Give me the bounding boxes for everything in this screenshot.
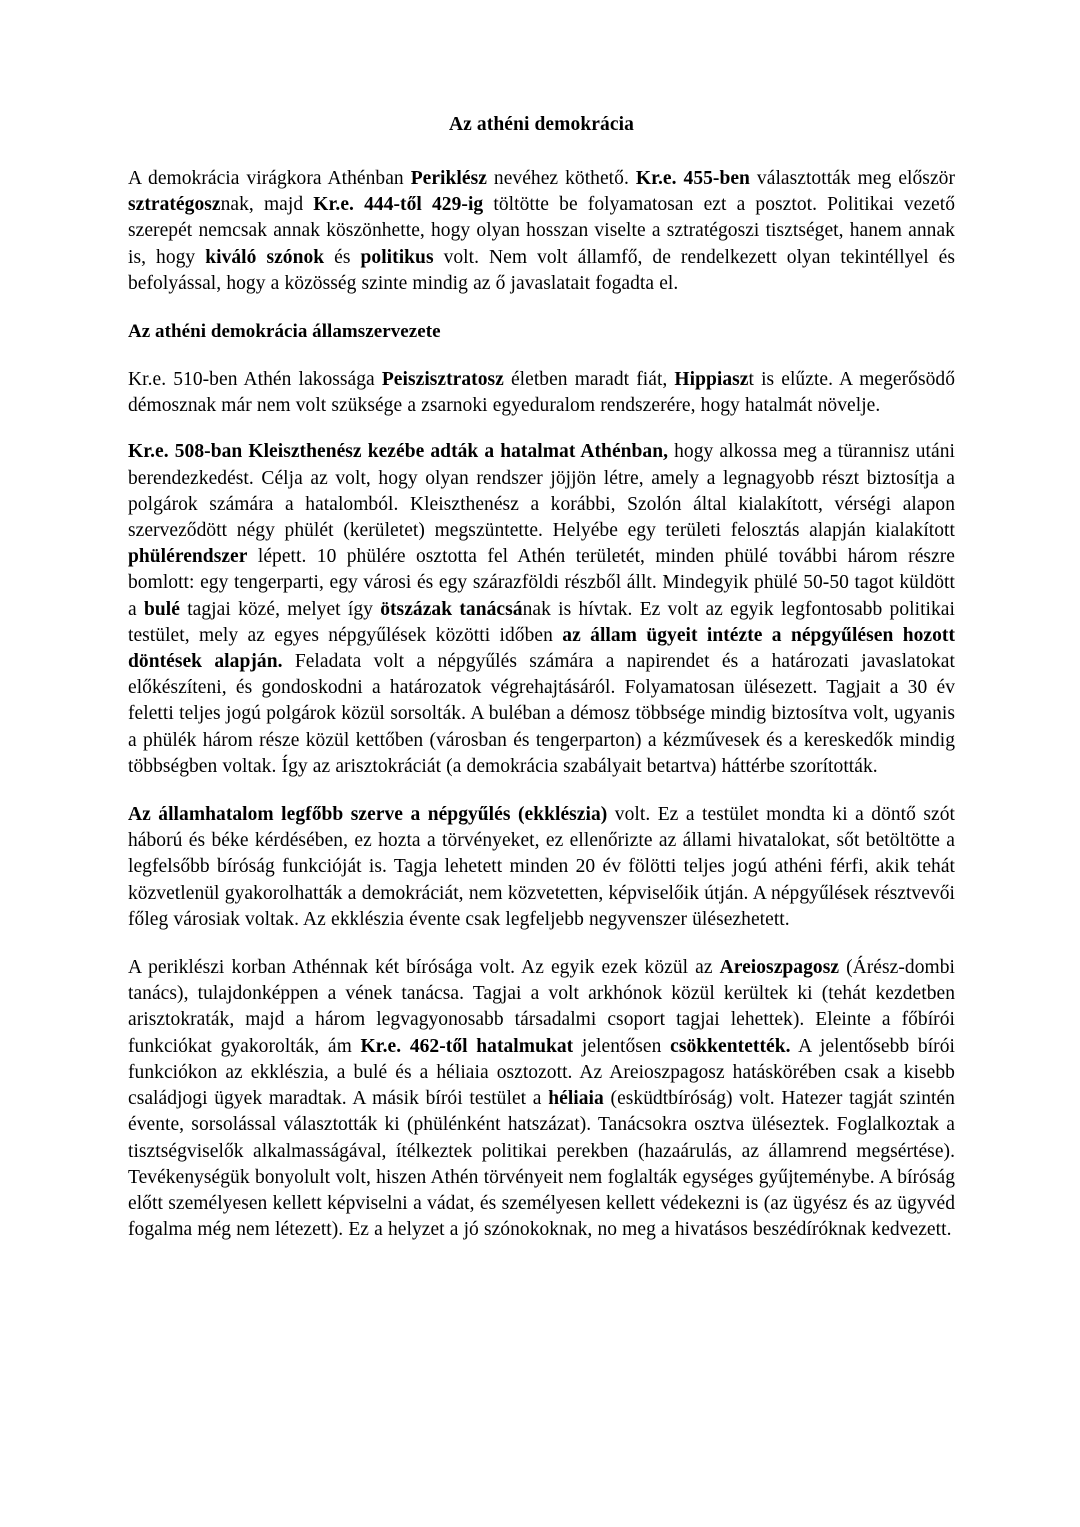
text-run: életben maradt fiát,: [503, 369, 675, 391]
emphasis-run: Kr.e. 462-től hatalmukat: [360, 1035, 574, 1057]
text-run: A demokrácia virágkora Athénban: [128, 168, 411, 189]
paragraph-birosagok: [128, 955, 955, 1243]
text-run: t is elűzte. A megerősödő démosznak már nem volt szüksége a zsarnoki egyeduralom rendszerére, hogy hatalmát növelje.: [128, 369, 955, 417]
text-run: jelentősen: [573, 1035, 671, 1057]
emphasis-run: az állam ügyeit intézte a népgyűlésen hozott döntések alapján.: [128, 624, 956, 673]
emphasis-run: Kr.e. 455-ben: [635, 168, 750, 189]
text-run: és: [324, 246, 361, 268]
text-run: tagjai közé, melyet így: [179, 598, 381, 620]
text-run: nak, majd: [220, 194, 314, 216]
paragraph-periklesz: [128, 166, 955, 297]
text-run: A jelentősebb bírói funkciókon az ekklészia, a bulé és a héliaia osztozott. Az Areioszpagosz hatáskörében csak a kisebb családjogi ügyek maradtak. A másik bírói testület a: [128, 1035, 955, 1110]
emphasis-run: Az államhatalom legfőbb szerve a népgyűlés (ekklészia): [128, 804, 608, 826]
emphasis-run: phülérendszer: [128, 546, 248, 568]
text-run: (Árész-dombi tanács), tulajdonképpen a vének tanácsa. Tagjai a volt arkhónok közül kerültek ki (tehát kezdetben arisztokraták, majd a három legvagyonosabb társadalmi csoport tagjai lehettek). Eleinte a főbírói funkciókat gyakorolták, ám: [128, 957, 955, 1057]
emphasis-run: Kr.e. 508-ban Kleiszthenész kezébe adták a hatalmat Athénban,: [128, 441, 669, 463]
paragraph-kleiszthenesz: [128, 439, 955, 780]
emphasis-run: kiváló szónok: [205, 246, 325, 268]
section-heading-allamszervezete: Az athéni demokrácia államszervezete: [128, 321, 441, 343]
text-run: volt. Nem volt államfő, de rendelkezett olyan tekintéllyel és befolyással, hogy a közösség szinte mindig az ő javaslatait fogadta el.: [128, 246, 956, 294]
text-run: választották meg először: [749, 168, 955, 189]
paragraph-ekklesia: [128, 802, 955, 933]
text-run: (esküdtbíróság) volt. Hatezer tagját szintén évente, sorsolással választották ki (phülénként hatszázat). Tanácsokra osztva üléseztek. Foglalkoztak a tisztségviselők alkalmasságával, ítélkeztek politikai perekben (hazaárulás, az államrend megsértése). Tevékenységük bonyolult volt, hiszen Athén törvényeit nem foglalták egységes gyűjteménybe. A bíróság előtt személyesen kellett képviselni a vádat, és személyesen kellett védekezni is (az ügyész és az ügyvéd fogalma még nem létezett). Ez a helyzet a jó szónokoknak, no meg a hivatásos beszédíróknak kedvezett.: [128, 1088, 955, 1241]
emphasis-run: héliaia: [548, 1088, 604, 1110]
text-run: volt. Ez a testület mondta ki a döntő szót háború és béke kérdésében, ez hozta a törvényeket, ez ellenőrizte az állami hivatalokat, sőt betöltötte a legfelsőbb bíróság funkcióját is. Tagja lehetett minden 20 év fölötti teljes jogú athéni férfi, akik tehát közvetlenül gyakorolhatták a demokráciát, nem közvetetten, képviselőik útján. A népgyűlések résztvevői főleg városiak voltak. Az ekklészia évente csak legfeljebb negyvenszer ülésezhetett.: [128, 804, 955, 930]
emphasis-run: bulé: [143, 598, 180, 620]
text-run: lépett. 10 phülére osztotta fel Athén területét, minden phülé további három részre bomlott: egy tengerparti, egy városi és egy szárazföldi részből állt. Mindegyik phülé 50-50 tagot küldött a: [128, 546, 955, 620]
text-run: Feladata volt a népgyűlés számára a napirendet és a határozati javaslatokat előkészíteni, és gondoskodni a határozatok végrehajtásáról. Folyamatosan ülésezett. Tagjait a 30 év feletti teljes jogú polgárok közül sorsolták. A buléban a démosz többsége mindig biztosítva volt, ugyanis a phülék három része közül kettőben (városban és tengerparton) a kézművesek és a kereskedők mindig többségben voltak. Így az arisztokráciát (a demokrácia szabályait betartva) háttérbe szorították.: [128, 651, 955, 777]
emphasis-run: csökkentették.: [670, 1035, 791, 1057]
emphasis-run: Hippiasz: [674, 369, 749, 391]
emphasis-run: sztratégosz: [128, 194, 221, 216]
text-run: nevéhez köthető.: [486, 168, 636, 189]
emphasis-run: Areioszpagosz: [719, 957, 840, 979]
emphasis-run: politikus: [360, 246, 434, 268]
emphasis-run: Kr.e. 444-től 429-ig: [313, 194, 484, 216]
emphasis-run: Periklész: [410, 168, 487, 189]
text-run: hogy alkossa meg a türannisz utáni berendezkedést. Célja az volt, hogy olyan rendszer jöjjön létre, amely a legnagyobb részt biztosítja a polgárok számára a hatalomból. Kleiszthenész a korábbi, Szolón által kialakított, vérségi alapon szerveződött négy phülét (kerületet) megszüntette. Helyébe egy területi felosztás alapján kialakított: [128, 441, 955, 542]
paragraph-peiszisztratosz: [128, 367, 955, 419]
text-run: A periklészi korban Athénnak két bírósága volt. Az egyik ezek közül az: [128, 957, 720, 979]
text-run: töltötte be folyamatosan ezt a posztot. Politikai vezető szerepét nemcsak annak köszönhette, hogy olyan hosszan viselte a sztratégoszi tisztséget, hanem annak is, hogy: [128, 194, 956, 268]
emphasis-run: Peiszisztratosz: [381, 369, 504, 391]
text-run: nak is hívtak. Ez volt az egyik legfontosabb politikai testület, mely az egyes népgyűlések közötti időben: [128, 598, 955, 646]
text-run: Kr.e. 510-ben Athén lakossága: [128, 369, 382, 391]
emphasis-run: ötszázak tanácsá: [380, 598, 523, 620]
page-title: Az athéni demokrácia: [448, 114, 635, 135]
